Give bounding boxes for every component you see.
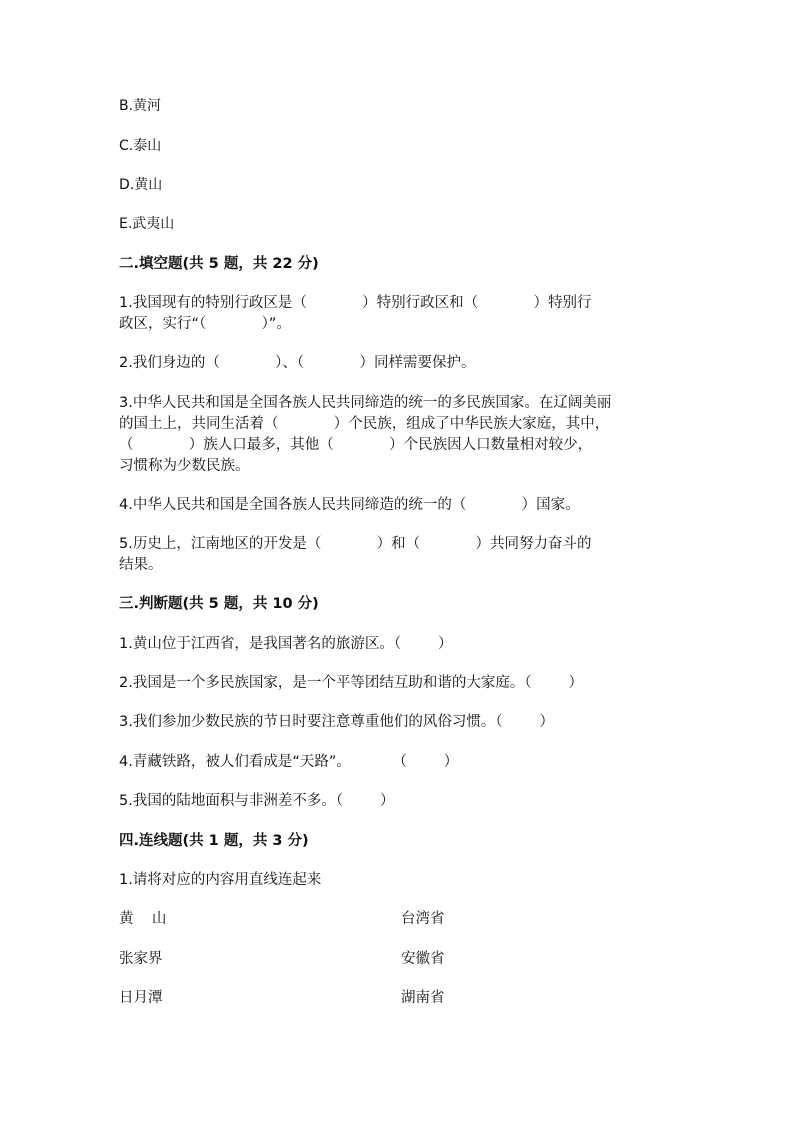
match-left-item: 张家界 [119, 951, 163, 967]
question-line: 习惯称为少数民族。 [119, 458, 250, 474]
option-b: B.黄河 [119, 98, 162, 114]
question-line: （ ）族人口最多，其他（ ）个民族因人口数量相对较少， [119, 437, 593, 453]
match-left-item: 日月潭 [119, 990, 163, 1006]
question-line: 2.我们身边的（ ）、（ ）同样需要保护。 [119, 355, 476, 371]
judge-question-4: 4.青藏铁路，被人们看成是“天路”。 （ ） [119, 754, 459, 770]
judge-question-5: 5.我国的陆地面积与非洲差不多。（ ） [119, 793, 395, 809]
option-c: C.泰山 [119, 138, 162, 154]
judge-question-2: 2.我国是一个多民族国家，是一个平等团结互助和谐的大家庭。（ ） [119, 675, 583, 691]
match-right-item: 安徽省 [401, 951, 445, 967]
matching-question: 1.请将对应的内容用直线连起来 [119, 872, 322, 888]
section-heading-fill-blank: 二.填空题(共 5 题，共 22 分) [119, 256, 319, 272]
match-left-item: 黄 山 [119, 911, 167, 927]
question-line: 1.我国现有的特别行政区是（ ）特别行政区和（ ）特别行 [119, 295, 592, 311]
question-line: 4.中华人民共和国是全国各族人民共同缔造的统一的（ ）国家。 [119, 497, 580, 513]
option-e: E.武夷山 [119, 216, 175, 232]
match-right-item: 湖南省 [401, 990, 445, 1006]
question-line: 5.历史上，江南地区的开发是（ ）和（ ）共同努力奋斗的 [119, 536, 592, 552]
question-line: 政区，实行“（ ）”。 [119, 316, 291, 332]
match-right-item: 台湾省 [401, 911, 445, 927]
option-d: D.黄山 [119, 177, 163, 193]
question-line: 结果。 [119, 557, 163, 573]
section-heading-true-false: 三.判断题(共 5 题，共 10 分) [119, 596, 319, 612]
judge-question-3: 3.我们参加少数民族的节日时要注意尊重他们的风俗习惯。（ ） [119, 714, 554, 730]
section-heading-matching: 四.连线题(共 1 题，共 3 分) [119, 833, 309, 849]
judge-question-1: 1.黄山位于江西省，是我国著名的旅游区。（ ） [119, 636, 453, 652]
question-line: 3.中华人民共和国是全国各族人民共同缔造的统一的多民族国家。在辽阔美丽 [119, 395, 612, 411]
question-line: 的国土上，共同生活着（ ）个民族，组成了中华民族大家庭，其中， [119, 416, 610, 432]
